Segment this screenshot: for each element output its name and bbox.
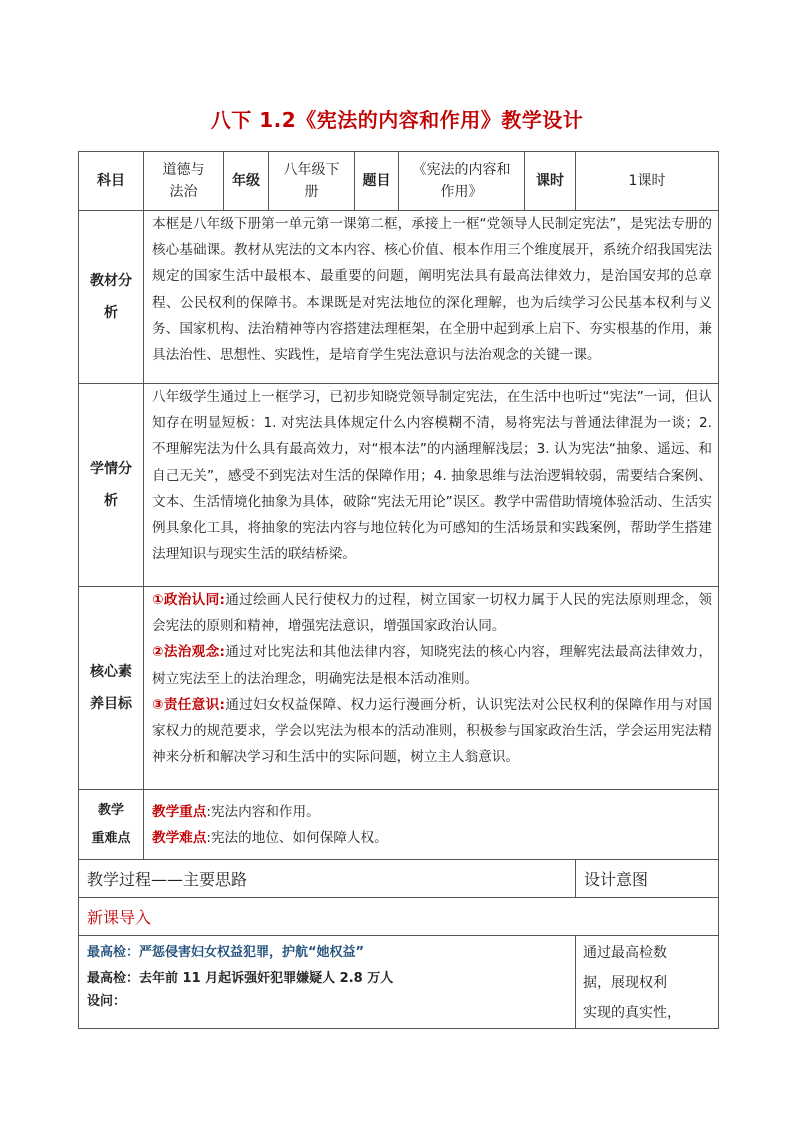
example-content xyxy=(79,936,576,1029)
students-row xyxy=(79,384,719,587)
textbook-label: 教材分 析 xyxy=(79,211,144,384)
goals-label: 核心素 养目标 xyxy=(79,587,144,790)
textbook-row xyxy=(79,211,719,384)
document-title: 八下 1.2《宪法的内容和作用》教学设计 xyxy=(210,108,584,132)
students-label: 学情分 析 xyxy=(79,384,144,587)
goals-row xyxy=(79,587,719,790)
topic-value: 《宪法的内容和 作用》 xyxy=(399,152,525,211)
subject-value: 道德与 法治 xyxy=(144,152,224,211)
keypoints-text xyxy=(144,790,719,860)
key-point: 教学重点:宪法内容和作用。 xyxy=(152,803,320,820)
process-header: 教学过程——主要思路 xyxy=(79,860,576,898)
keypoints-label: 教学 重难点 xyxy=(79,790,144,860)
process-header-row xyxy=(79,860,719,898)
lesson-plan-table xyxy=(78,151,719,1029)
subject-label: 科目 xyxy=(79,152,144,211)
example-row xyxy=(79,936,719,1029)
header-row xyxy=(79,152,719,211)
topic-label: 题目 xyxy=(355,152,399,211)
section-title: 新课导入 xyxy=(79,898,719,936)
period-label: 课时 xyxy=(525,152,576,211)
goal-item: ②法治观念:通过对比宪法和其他法律内容，知晓宪法的核心内容，理解宪法最高法律效力，树立宪法至上的法治理念，明确宪法是根本活动准则。 xyxy=(152,644,712,687)
example-intent: 通过最高检数 据，展现权利 实现的真实性， xyxy=(576,936,719,1029)
example-question: 设问： xyxy=(87,994,127,1009)
textbook-text: 本框是八年级下册第一单元第一课第二框，承接上一框“党领导人民制定宪法”，是宪法专册的核心基础课。教材从宪法的文本内容、核心价值、根本作用三个维度展开，系统介绍我国宪法规定的国家生活中最根本、最重要的问题，阐明宪法具有最高法律效力，是治国安邦的总章程、公民权利的保障书。本课既是对宪法地位的深化理解，也为后续学习公民基本权利与义务、国家机构、法治精神等内容搭建法理框架，在全册中起到承上启下、夯实根基的作用，兼具法治性、思想性、实践性，是培育学生宪法意识与法治观念的关键一课。 xyxy=(144,211,719,384)
example-subline: 最高检：去年前 11 月起诉强奸犯罪嫌疑人 2.8 万人 xyxy=(87,971,394,986)
grade-value: 八年级下 册 xyxy=(269,152,355,211)
period-value: 1课时 xyxy=(576,152,719,211)
students-text: 八年级学生通过上一框学习，已初步知晓党领导制定宪法，在生活中也听过“宪法”一词，但认知存在明显短板：1. 对宪法具体规定什么内容模糊不清，易将宪法与普通法律混为一谈；2. 不理解宪法为什么具有最高效力，对“根本法”的内涵理解浅层；3. 认为宪法“抽象、遥远、和自己无关”，感受不到宪法对生活的保障作用；4. 抽象思维与法治逻辑较弱，需要结合案例、文本、生活情境化抽象为具体，破除“宪法无用论”误区。教学中需借助情境体验活动、生活实例具象化工具，将抽象的宪法内容与地位转化为可感知的生活场景和实践案例，帮助学生搭建法理知识与现实生活的联结桥梁。 xyxy=(144,384,719,587)
example-headline: 最高检：严惩侵害妇女权益犯罪，护航“她权益” xyxy=(87,945,365,960)
keypoints-row xyxy=(79,790,719,860)
section-row xyxy=(79,898,719,936)
goals-text xyxy=(144,587,719,790)
goal-item: ③责任意识:通过妇女权益保障、权力运行漫画分析，认识宪法对公民权利的保障作用与对国家权力的规范要求，学会以宪法为根本的活动准则，积极参与国家政治生活，学会运用宪法精神来分析和解决学习和生活中的实际问题，树立主人翁意识。 xyxy=(152,696,712,766)
goal-item: ①政治认同:通过绘画人民行使权力的过程，树立国家一切权力属于人民的宪法原则理念，领会宪法的原则和精神，增强宪法意识，增强国家政治认同。 xyxy=(152,592,712,635)
difficult-point: 教学难点:宪法的地位、如何保障人权。 xyxy=(152,829,388,846)
grade-label: 年级 xyxy=(224,152,269,211)
intent-header: 设计意图 xyxy=(576,860,719,898)
